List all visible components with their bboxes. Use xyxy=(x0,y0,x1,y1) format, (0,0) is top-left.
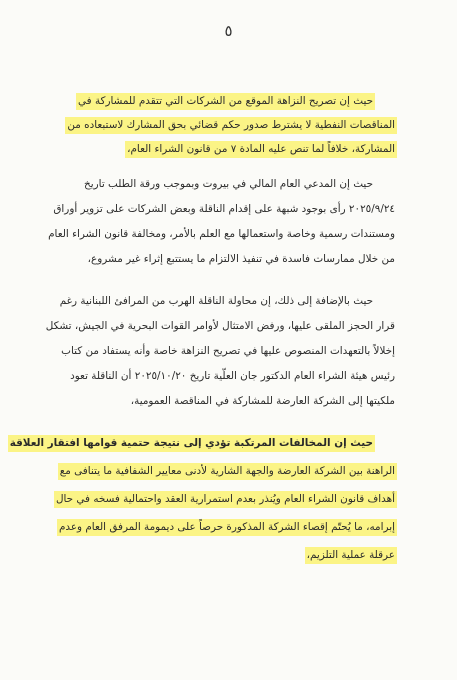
paragraph-3-line-3: إخلالاً بالتعهدات المنصوص عليها في تصريح النزاهة خاصة وأنه يستفاد من كتاب xyxy=(61,345,395,357)
paragraph-1-line-2: المناقصات النفطية لا يشترط صدور حكم قضائي بحق المشارك لاستبعاده من xyxy=(67,119,395,131)
paragraph-3-line-1: حيث بالإضافة إلى ذلك، إن محاولة الناقلة الهرب من المرافئ اللبنانية رغم xyxy=(59,295,373,307)
paragraph-4-line-2: الراهنة بين الشركة العارضة والجهة الشارية لأدنى معايير الشفافية ما يتنافى مع xyxy=(59,465,395,477)
paragraph-2-line-2: ٢٠٢٥/٩/٢٤ رأى بوجود شبهة على إقدام الناقلة وبعض الشركات على تزوير أوراق xyxy=(53,203,395,215)
paragraph-2-line-1: حيث إن المدعي العام المالي في بيروت وبموجب ورقة الطلب تاريخ xyxy=(84,178,373,190)
paragraph-4-line-5: عرقلة عملية التلزيم، xyxy=(306,549,395,561)
paragraph-3-line-4: رئيس هيئة الشراء العام الدكتور جان العلّية تاريخ ٢٠٢٥/١٠/٢٠ أن الناقلة تعود xyxy=(70,370,395,382)
paragraph-4-line-1: حيث إن المخالفات المرتكبة تؤدي إلى نتيجة حتمية قوامها افتقار العلاقة xyxy=(9,437,373,449)
paragraph-3-line-5: ملكيتها إلى الشركة العارضة للمشاركة في المناقصة العمومية، xyxy=(130,395,395,407)
paragraph-4-line-4: إبرامه، ما يُحتّم إقصاء الشركة المذكورة حرصاً على ديمومة المرفق العام وعدم xyxy=(58,521,395,533)
paragraph-1-line-1: حيث إن تصريح النزاهة الموقع من الشركات التي تتقدم للمشاركة في xyxy=(78,95,373,107)
paragraph-2-line-3: ومستندات رسمية وخاصة واستعمالها مع العلم بالأمر، ومخالفة قانون الشراء العام xyxy=(48,228,395,240)
paragraph-3-line-2: قرار الحجز الملقى عليها، ورفض الامتثال لأوامر القوات البحرية في الجيش، تشكل xyxy=(45,320,395,332)
paragraph-4-line-3: أهداف قانون الشراء العام ويُنذر بعدم استمرارية العقد واحتمالية فسخه في حال xyxy=(55,493,395,505)
paragraph-2-line-4: من خلال ممارسات فاسدة في تنفيذ الالتزام ما يستتبع إثراء غير مشروع، xyxy=(87,253,395,265)
page-number: ٥ xyxy=(224,22,233,40)
paragraph-1-line-3: المشاركة، خلافاً لما تنص عليه المادة ٧ من قانون الشراء العام، xyxy=(127,143,395,155)
